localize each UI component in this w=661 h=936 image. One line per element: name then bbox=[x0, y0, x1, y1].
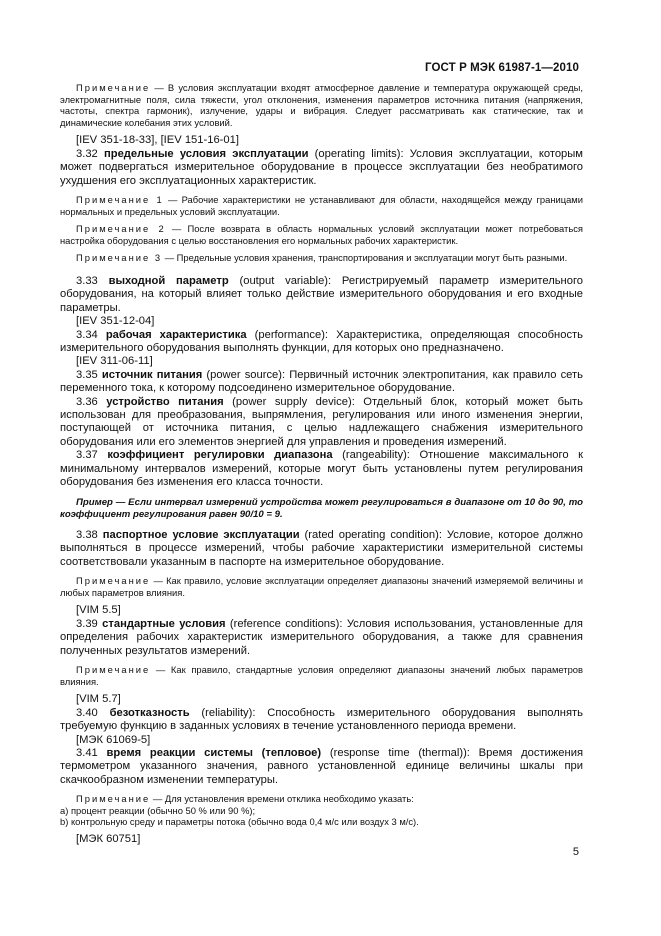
reference: [МЭК 61069-5] bbox=[76, 733, 151, 746]
note-3-41-item-a: а) процент реакции (обычно 50 % или 90 %); bbox=[60, 804, 256, 816]
term-3-35: 3.35 источник питания (power source): Первичный источник электропитания, как правило сеть переменного тока, к которому подсоединено измерительное оборудование. bbox=[60, 368, 583, 395]
example-3-37: Пример — Если интервал измерений устройства может регулироваться в диапазоне от 10 до 90, то коэффициент регулирования равен 90/10 = 9. bbox=[60, 497, 583, 521]
term-3-40: 3.40 безотказность (reliability): Способность измерительного оборудования выполнять требуемую функцию в заданных условиях в течение установленного периода времени. bbox=[60, 706, 583, 733]
page-content bbox=[60, 82, 583, 846]
reference: [VIM 5.7] bbox=[76, 693, 121, 706]
note-label: Примечание bbox=[76, 82, 151, 93]
reference: [МЭК 60751] bbox=[76, 832, 141, 845]
reference: [IEV 351-12-04] bbox=[76, 315, 155, 328]
reference: [IEV 311-06-11] bbox=[76, 355, 153, 368]
term-3-41: 3.41 время реакции системы (тепловое) (response time (thermal)): Время достижения термометром указанного значения, равного установленной единице величины шкалы при скачкообразном изменении температуры. bbox=[60, 746, 583, 786]
term-name: стандартные условия bbox=[102, 617, 226, 630]
term-3-38: 3.38 паспортное условие эксплуатации (rated operating condition): Условие, которое должно выполняться в процессе измерений, чтобы рабочие характеристики измерительной системы соответствовали указанным в паспорте на измерительное оборудование. bbox=[60, 529, 583, 568]
note-3-41-item-b: b) контрольную среду и параметры потока (обычно вода 0,4 м/с или воздух 3 м/с). bbox=[60, 816, 419, 828]
term-3-37: 3.37 коэффициент регулировки диапазона (rangeability): Отношение максимального к минимальному интервалов измерений, которые могут быть установлены путем регулирования оборудования без изменения его класса точности. bbox=[60, 449, 583, 489]
term-name: источник питания bbox=[101, 368, 203, 381]
note-3-32-3: Примечание 3 — Предельные условия хранения, транспортирования и эксплуатации могут быть разными. bbox=[76, 252, 568, 264]
note-label: Примечание 3 bbox=[76, 252, 163, 264]
note-operating-conditions: Примечание — В условия эксплуатации входят атмосферное давление и температура окружающей среды, электромагнитные поля, сила тяжести, угол отклонения, изменения параметров источника питания (напряжения, частоты, спектра гармоник), излучение, удары и вибрация. Следует рассматривать как статические, так и динамические колебания этих условий. bbox=[60, 82, 583, 128]
term-name: безотказность bbox=[109, 706, 190, 719]
term-name: устройство питания bbox=[106, 395, 224, 408]
note-3-32-2: Примечание 2 — После возврата в область нормальных условий эксплуатации может потребоваться настройка оборудования с целью восстановления его нормальных рабочих характеристик. bbox=[60, 223, 583, 246]
note-label: Примечание bbox=[76, 575, 151, 587]
document-header: ГОСТ Р МЭК 61987-1—2010 bbox=[425, 62, 579, 74]
term-name: время реакции системы (тепловое) bbox=[106, 746, 322, 759]
note-label: Примечание bbox=[76, 793, 151, 805]
note-3-39: Примечание — Как правило, стандартные условия определяют диапазоны значений любых параметров влияния. bbox=[60, 664, 583, 687]
reference: [VIM 5.5] bbox=[76, 604, 121, 617]
note-3-41: Примечание — Для установления времени отклика необходимо указать: bbox=[76, 793, 414, 805]
reference: [IEV 351-18-33], [IEV 151-16-01] bbox=[76, 134, 239, 147]
term-3-33: 3.33 выходной параметр (output variable): Регистрируемый параметр измерительного оборудования, на который влияет только действие измерительного оборудования и его входные параметры. bbox=[60, 274, 584, 314]
term-name: выходной параметр bbox=[108, 274, 229, 287]
note-label: Примечание bbox=[76, 664, 151, 676]
term-name: паспортное условие эксплуатации bbox=[102, 529, 300, 542]
term-3-39: 3.39 стандартные условия (reference conditions): Условия использования, установленные для определения рабочих характеристик измерительного оборудования, а также для сравнения полученных результатов измерений. bbox=[60, 617, 583, 657]
term-name: рабочая характеристика bbox=[105, 328, 247, 341]
term-3-34: 3.34 рабочая характеристика (performance): Характеристика, определяющая способность измерительного оборудования выполнять функции, для которых оно предназначено. bbox=[60, 328, 583, 354]
note-label: Примечание 1 bbox=[76, 194, 164, 205]
term-3-32: 3.32 предельные условия эксплуатации (operating limits): Условия эксплуатации, которым может подвергаться измерительное оборудование в процессе эксплуатации без необратимого ухудшения его эксплуатационных характеристик. bbox=[60, 147, 583, 187]
note-3-38: Примечание — Как правило, условие эксплуатации определяет диапазоны значений измеряемой величины и любых параметров влияния. bbox=[60, 575, 583, 598]
term-name: коэффициент регулировки диапазона bbox=[107, 449, 333, 462]
note-label: Примечание 2 bbox=[76, 223, 166, 235]
term-3-36: 3.36 устройство питания (power supply device): Отдельный блок, который может быть использован для преобразования, выпрямления, регулирования или иного изменения энергии, поступающей от источника питания, с целью надлежащего снабжения измерительного оборудования или его элементов энергией для управления и проведения измерений. bbox=[60, 395, 584, 448]
term-name: предельные условия эксплуатации bbox=[103, 147, 309, 160]
note-3-32-1: Примечание 1 — Рабочие характеристики не устанавливают для области, находящейся между границами нормальных и предельных условий эксплуатации. bbox=[60, 194, 583, 217]
page-number: 5 bbox=[572, 846, 579, 858]
